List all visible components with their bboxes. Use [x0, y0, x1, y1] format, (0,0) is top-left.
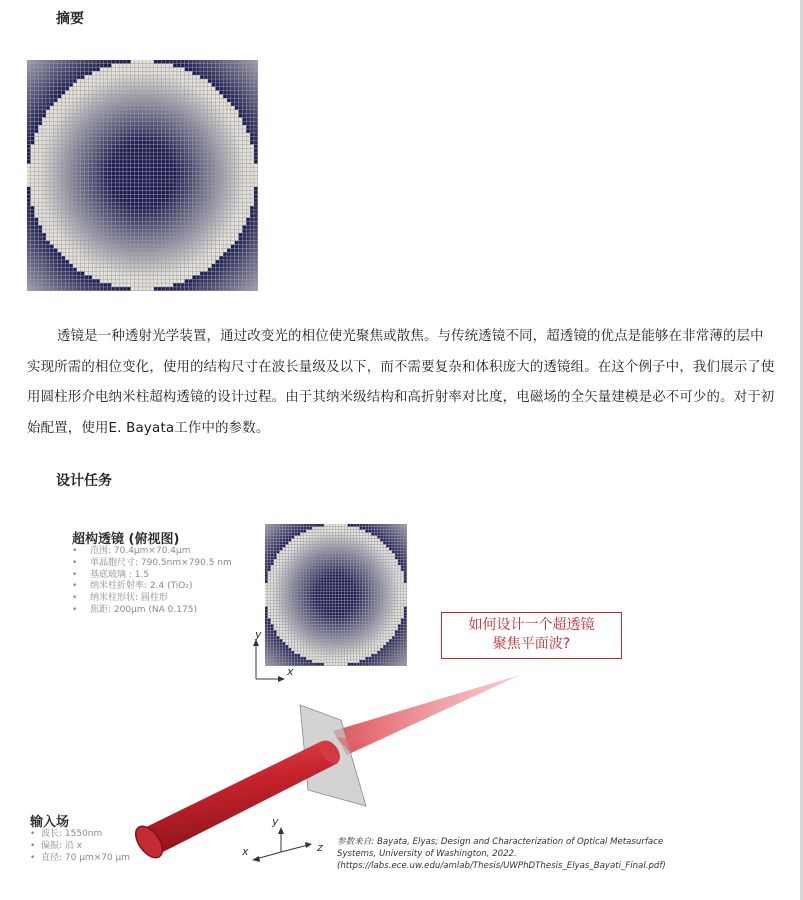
metalens-title: 超构透镜 (俯视图) — [72, 532, 180, 547]
input-wavelength: • 波长: 1550nm — [30, 829, 130, 841]
axis-label-y-top: y — [255, 628, 262, 641]
axis-label-y-bottom: y — [272, 815, 279, 828]
metalens-top-view-image — [265, 524, 407, 666]
metalens-spec-list — [72, 546, 232, 617]
input-field-title: 输入场 — [30, 815, 70, 830]
citation-line3: (https://labs.ece.uw.edu/amlab/Thesis/UWPhDThesis_Elyas_Bayati_Final.pdf) — [337, 861, 666, 871]
metalens-phase-image — [27, 60, 258, 291]
heading-design-task: 设计任务 — [56, 473, 112, 489]
input-spec-list — [30, 829, 130, 864]
spec-focal-length: • 焦距: 200μm (NA 0.175) — [72, 605, 232, 617]
input-polarization: • 偏振: 沿 x — [30, 841, 130, 853]
citation-text: Bayata, Elyas; Design and Characterization of Optical Metasurface — [374, 837, 664, 847]
input-beam — [136, 741, 338, 852]
spec-pillar-shape: • 纳米柱形状: 圆柱形 — [72, 593, 232, 605]
axis-label-x-bottom: x — [242, 845, 249, 858]
question-text: 如何设计一个超透镜 聚焦平面波? — [468, 617, 595, 652]
intro-paragraph: 透镜是一种透射光学装置，通过改变光的相位使光聚焦或散焦。与传统透镜不同，超透镜的优点是能够在非常薄的层中实现所需的相位变化，使用的结构尺寸在波长量级及以下，而不需要复杂和体积庞大的透镜组。在这个例子中，我们展示了使用圆柱形介电纳米柱超构透镜的设计过程。由于其纳米级结构和高折射率对比度，电磁场的全矢量建模是必不可少的。对于初始配置，使用E. Bayata工作中的参数。 — [27, 329, 775, 436]
citation — [337, 836, 666, 872]
input-diameter: • 直径: 70 μm×70 μm — [30, 853, 130, 865]
metalens-diagram — [0, 515, 803, 900]
axis-label-x-top: x — [287, 665, 294, 678]
spec-unit-cell: • 单晶胞尺寸: 790.5nm×790.5 nm — [72, 558, 232, 570]
spec-substrate: • 基底玻璃 : 1.5 — [72, 570, 232, 582]
spec-pillar-index: • 纳米柱折射率: 2.4 (TiO₂) — [72, 581, 232, 593]
citation-lead: 参数来自: — [337, 837, 375, 847]
axis-label-z-bottom: z — [317, 841, 323, 854]
citation-line2: Systems, University of Washington, 2022. — [337, 849, 517, 859]
heading-abstract: 摘要 — [56, 11, 84, 27]
question-box — [441, 612, 622, 659]
spec-range: • 范围: 70.4μm×70.4μm — [72, 546, 232, 558]
